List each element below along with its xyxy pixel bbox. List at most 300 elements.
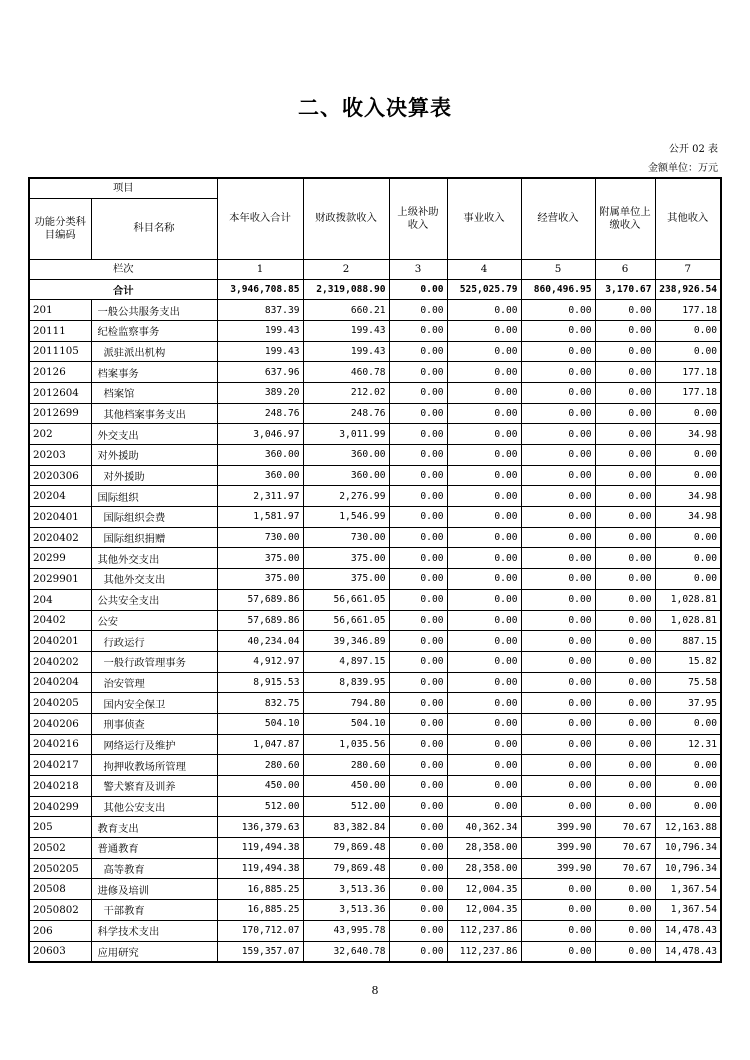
row-value: 177.18	[655, 300, 721, 321]
row-name: 其他档案事务支出	[91, 403, 217, 424]
row-value: 159,357.07	[217, 941, 303, 962]
row-value: 512.00	[217, 796, 303, 817]
row-value: 212.02	[303, 382, 389, 403]
row-value: 0.00	[389, 920, 447, 941]
row-name: 治安管理	[91, 672, 217, 693]
row-value: 10,796.34	[655, 858, 721, 879]
row-value: 0.00	[521, 569, 595, 590]
table-row	[29, 527, 721, 548]
row-name: 派驻派出机构	[91, 341, 217, 362]
row-name: 行政运行	[91, 631, 217, 652]
table-row	[29, 858, 721, 879]
page-title: 二、收入决算表	[298, 96, 452, 120]
row-value: 2,311.97	[217, 486, 303, 507]
row-value: 0.00	[655, 403, 721, 424]
row-value: 375.00	[303, 548, 389, 569]
row-value: 504.10	[303, 713, 389, 734]
row-value: 10,796.34	[655, 838, 721, 859]
row-value: 57,689.86	[217, 610, 303, 631]
row-value: 0.00	[389, 651, 447, 672]
row-code: 20299	[29, 548, 91, 569]
row-name: 刑事侦查	[91, 713, 217, 734]
row-value: 0.00	[655, 445, 721, 466]
row-value: 399.90	[521, 838, 595, 859]
row-value: 79,869.48	[303, 858, 389, 879]
row-value: 112,237.86	[447, 920, 521, 941]
row-value: 0.00	[595, 527, 655, 548]
row-value: 0.00	[447, 403, 521, 424]
row-value: 0.00	[389, 817, 447, 838]
row-value: 0.00	[521, 362, 595, 383]
table-row	[29, 320, 721, 341]
row-value: 389.20	[217, 382, 303, 403]
row-value: 1,581.97	[217, 507, 303, 528]
total-label: 合计	[29, 279, 217, 300]
row-value: 32,640.78	[303, 941, 389, 962]
row-name: 科学技术支出	[91, 920, 217, 941]
row-value: 37.95	[655, 693, 721, 714]
row-value: 0.00	[447, 341, 521, 362]
row-value: 1,367.54	[655, 879, 721, 900]
row-value: 0.00	[447, 362, 521, 383]
row-value: 0.00	[447, 445, 521, 466]
row-value: 0.00	[521, 631, 595, 652]
row-code: 205	[29, 817, 91, 838]
table-row	[29, 941, 721, 962]
row-value: 0.00	[447, 796, 521, 817]
row-value: 399.90	[521, 858, 595, 879]
row-value: 375.00	[303, 569, 389, 590]
row-value: 0.00	[595, 941, 655, 962]
row-value: 0.00	[389, 424, 447, 445]
row-value: 0.00	[521, 548, 595, 569]
row-value: 0.00	[389, 776, 447, 797]
row-value: 1,028.81	[655, 589, 721, 610]
row-value: 0.00	[655, 796, 721, 817]
row-value: 34.98	[655, 507, 721, 528]
row-code: 20203	[29, 445, 91, 466]
row-value: 0.00	[595, 424, 655, 445]
table-row	[29, 900, 721, 921]
header-col4: 事业收入	[447, 178, 521, 259]
row-name: 普通教育	[91, 838, 217, 859]
row-value: 0.00	[595, 300, 655, 321]
row-value: 0.00	[521, 796, 595, 817]
row-name: 对外援助	[91, 465, 217, 486]
row-value: 119,494.38	[217, 858, 303, 879]
row-value: 360.00	[303, 445, 389, 466]
row-value: 794.80	[303, 693, 389, 714]
row-value: 0.00	[595, 610, 655, 631]
row-value: 0.00	[521, 424, 595, 445]
row-name: 公共安全支出	[91, 589, 217, 610]
total-value: 2,319,088.90	[303, 279, 389, 300]
row-value: 0.00	[447, 507, 521, 528]
row-code: 2050802	[29, 900, 91, 921]
row-value: 0.00	[389, 486, 447, 507]
row-value: 450.00	[217, 776, 303, 797]
row-value: 0.00	[655, 341, 721, 362]
row-value: 0.00	[521, 941, 595, 962]
row-value: 0.00	[595, 382, 655, 403]
header-row-label: 栏次	[29, 259, 217, 279]
row-value: 0.00	[521, 610, 595, 631]
table-row	[29, 817, 721, 838]
row-value: 375.00	[217, 548, 303, 569]
row-value: 0.00	[447, 589, 521, 610]
row-value: 136,379.63	[217, 817, 303, 838]
row-value: 1,367.54	[655, 900, 721, 921]
row-value: 0.00	[521, 320, 595, 341]
row-value: 248.76	[303, 403, 389, 424]
row-value: 0.00	[595, 341, 655, 362]
row-value: 0.00	[447, 548, 521, 569]
total-value: 525,025.79	[447, 279, 521, 300]
row-value: 0.00	[389, 941, 447, 962]
row-value: 0.00	[389, 569, 447, 590]
row-code: 20603	[29, 941, 91, 962]
row-value: 0.00	[521, 465, 595, 486]
row-value: 199.43	[303, 320, 389, 341]
row-value: 0.00	[595, 920, 655, 941]
row-name: 档案事务	[91, 362, 217, 383]
row-value: 3,513.36	[303, 900, 389, 921]
row-value: 0.00	[655, 713, 721, 734]
table-row	[29, 569, 721, 590]
row-value: 0.00	[521, 672, 595, 693]
row-name: 外交支出	[91, 424, 217, 445]
row-value: 460.78	[303, 362, 389, 383]
row-value: 0.00	[389, 589, 447, 610]
row-name: 应用研究	[91, 941, 217, 962]
row-name: 档案馆	[91, 382, 217, 403]
row-code: 2040217	[29, 755, 91, 776]
row-value: 12,004.35	[447, 900, 521, 921]
table-row	[29, 403, 721, 424]
row-value: 28,358.00	[447, 858, 521, 879]
row-value: 0.00	[389, 610, 447, 631]
row-value: 0.00	[655, 569, 721, 590]
header-col6: 附属单位上缴收入	[595, 178, 655, 259]
row-name: 其他外交支出	[91, 548, 217, 569]
row-code: 20204	[29, 486, 91, 507]
row-value: 1,028.81	[655, 610, 721, 631]
row-value: 0.00	[447, 631, 521, 652]
page-number: 8	[371, 984, 379, 997]
header-col1: 本年收入合计	[217, 178, 303, 259]
table-row	[29, 776, 721, 797]
row-value: 57,689.86	[217, 589, 303, 610]
row-value: 0.00	[447, 382, 521, 403]
row-value: 0.00	[389, 507, 447, 528]
row-value: 199.43	[217, 320, 303, 341]
row-value: 0.00	[447, 755, 521, 776]
row-code: 2040204	[29, 672, 91, 693]
row-name: 警犬繁育及训养	[91, 776, 217, 797]
row-value: 34.98	[655, 486, 721, 507]
row-value: 0.00	[447, 672, 521, 693]
table-row	[29, 796, 721, 817]
row-value: 0.00	[595, 445, 655, 466]
row-value: 0.00	[447, 465, 521, 486]
row-value: 28,358.00	[447, 838, 521, 859]
row-value: 730.00	[217, 527, 303, 548]
row-code: 202	[29, 424, 91, 445]
table-row	[29, 300, 721, 321]
row-code: 20126	[29, 362, 91, 383]
col-number: 3	[389, 259, 447, 279]
row-value: 0.00	[521, 507, 595, 528]
row-value: 0.00	[389, 693, 447, 714]
row-code: 2050205	[29, 858, 91, 879]
row-code: 206	[29, 920, 91, 941]
row-value: 280.60	[217, 755, 303, 776]
row-name: 网络运行及维护	[91, 734, 217, 755]
row-code: 2040202	[29, 651, 91, 672]
row-value: 730.00	[303, 527, 389, 548]
row-value: 0.00	[595, 465, 655, 486]
row-code: 201	[29, 300, 91, 321]
row-value: 280.60	[303, 755, 389, 776]
header-name: 科目名称	[91, 198, 217, 259]
row-value: 0.00	[389, 713, 447, 734]
row-value: 0.00	[447, 424, 521, 445]
row-value: 0.00	[655, 776, 721, 797]
row-value: 0.00	[447, 713, 521, 734]
table-row	[29, 548, 721, 569]
row-value: 0.00	[521, 734, 595, 755]
table-row	[29, 610, 721, 631]
row-value: 1,546.99	[303, 507, 389, 528]
total-value: 3,946,708.85	[217, 279, 303, 300]
row-value: 0.00	[655, 320, 721, 341]
row-value: 112,237.86	[447, 941, 521, 962]
header-col3: 上级补助收入	[389, 178, 447, 259]
row-value: 0.00	[389, 403, 447, 424]
row-value: 0.00	[595, 486, 655, 507]
row-code: 20402	[29, 610, 91, 631]
row-value: 4,912.97	[217, 651, 303, 672]
row-code: 2040205	[29, 693, 91, 714]
row-value: 0.00	[521, 341, 595, 362]
row-code: 2040216	[29, 734, 91, 755]
row-value: 3,046.97	[217, 424, 303, 445]
total-value: 860,496.95	[521, 279, 595, 300]
amount-unit: 金额单位：万元	[648, 163, 718, 174]
row-value: 0.00	[521, 713, 595, 734]
row-value: 177.18	[655, 382, 721, 403]
row-value: 0.00	[521, 693, 595, 714]
row-value: 8,915.53	[217, 672, 303, 693]
row-value: 0.00	[389, 838, 447, 859]
row-value: 0.00	[595, 693, 655, 714]
total-value: 3,170.67	[595, 279, 655, 300]
row-value: 0.00	[595, 362, 655, 383]
row-name: 对外援助	[91, 445, 217, 466]
row-value: 0.00	[521, 755, 595, 776]
row-value: 0.00	[521, 920, 595, 941]
row-value: 360.00	[217, 445, 303, 466]
row-value: 0.00	[595, 900, 655, 921]
row-code: 2020306	[29, 465, 91, 486]
row-value: 0.00	[389, 755, 447, 776]
row-code: 2012604	[29, 382, 91, 403]
row-value: 0.00	[521, 300, 595, 321]
total-row	[29, 279, 721, 300]
row-code: 2011105	[29, 341, 91, 362]
row-code: 20502	[29, 838, 91, 859]
table-row	[29, 672, 721, 693]
row-code: 20111	[29, 320, 91, 341]
row-value: 56,661.05	[303, 610, 389, 631]
row-value: 660.21	[303, 300, 389, 321]
row-value: 0.00	[521, 382, 595, 403]
row-value: 504.10	[217, 713, 303, 734]
row-value: 177.18	[655, 362, 721, 383]
header-code: 功能分类科目编码	[29, 198, 91, 259]
table-row	[29, 445, 721, 466]
row-code: 2040299	[29, 796, 91, 817]
row-value: 375.00	[217, 569, 303, 590]
row-value: 0.00	[447, 776, 521, 797]
row-value: 0.00	[447, 300, 521, 321]
row-value: 0.00	[595, 713, 655, 734]
row-value: 0.00	[447, 734, 521, 755]
row-value: 0.00	[389, 858, 447, 879]
row-value: 119,494.38	[217, 838, 303, 859]
row-value: 0.00	[595, 672, 655, 693]
table-row	[29, 734, 721, 755]
table-row	[29, 713, 721, 734]
row-value: 0.00	[447, 486, 521, 507]
table-row	[29, 879, 721, 900]
row-value: 0.00	[595, 548, 655, 569]
row-value: 0.00	[595, 569, 655, 590]
row-value: 0.00	[447, 320, 521, 341]
header-col5: 经营收入	[521, 178, 595, 259]
row-value: 0.00	[521, 445, 595, 466]
row-value: 75.58	[655, 672, 721, 693]
row-name: 国际组织	[91, 486, 217, 507]
row-value: 0.00	[595, 403, 655, 424]
header-col2: 财政拨款收入	[303, 178, 389, 259]
row-name: 国际组织会费	[91, 507, 217, 528]
header-col7: 其他收入	[655, 178, 721, 259]
row-value: 0.00	[447, 569, 521, 590]
row-value: 0.00	[655, 548, 721, 569]
row-value: 248.76	[217, 403, 303, 424]
row-name: 纪检监察事务	[91, 320, 217, 341]
row-name: 公安	[91, 610, 217, 631]
row-value: 0.00	[389, 445, 447, 466]
row-value: 0.00	[655, 465, 721, 486]
col-number: 2	[303, 259, 389, 279]
row-value: 70.67	[595, 858, 655, 879]
row-name: 其他外交支出	[91, 569, 217, 590]
row-value: 0.00	[447, 693, 521, 714]
col-number: 7	[655, 259, 721, 279]
row-value: 0.00	[595, 320, 655, 341]
row-value: 0.00	[521, 879, 595, 900]
row-value: 16,885.25	[217, 900, 303, 921]
row-value: 79,869.48	[303, 838, 389, 859]
table-code: 公开 02 表	[668, 144, 718, 155]
row-name: 其他公安支出	[91, 796, 217, 817]
row-value: 199.43	[217, 341, 303, 362]
row-value: 450.00	[303, 776, 389, 797]
row-value: 837.39	[217, 300, 303, 321]
row-value: 0.00	[389, 382, 447, 403]
row-value: 0.00	[447, 651, 521, 672]
row-value: 0.00	[389, 879, 447, 900]
row-value: 2,276.99	[303, 486, 389, 507]
row-value: 0.00	[521, 776, 595, 797]
row-code: 2040206	[29, 713, 91, 734]
row-value: 12.31	[655, 734, 721, 755]
income-statement-table	[28, 177, 722, 963]
row-value: 512.00	[303, 796, 389, 817]
table-row	[29, 465, 721, 486]
table-row	[29, 920, 721, 941]
row-value: 70.67	[595, 817, 655, 838]
row-value: 0.00	[595, 755, 655, 776]
row-value: 3,011.99	[303, 424, 389, 445]
row-value: 12,004.35	[447, 879, 521, 900]
table-row	[29, 362, 721, 383]
table-row	[29, 507, 721, 528]
row-name: 进修及培训	[91, 879, 217, 900]
row-value: 0.00	[389, 320, 447, 341]
row-value: 199.43	[303, 341, 389, 362]
col-number: 5	[521, 259, 595, 279]
total-value: 0.00	[389, 279, 447, 300]
row-value: 0.00	[521, 589, 595, 610]
row-value: 0.00	[595, 734, 655, 755]
row-name: 一般公共服务支出	[91, 300, 217, 321]
col-number: 1	[217, 259, 303, 279]
row-code: 2029901	[29, 569, 91, 590]
row-value: 0.00	[655, 755, 721, 776]
col-number: 6	[595, 259, 655, 279]
row-value: 0.00	[595, 776, 655, 797]
row-name: 国际组织捐赠	[91, 527, 217, 548]
row-value: 83,382.84	[303, 817, 389, 838]
row-value: 360.00	[217, 465, 303, 486]
row-value: 40,362.34	[447, 817, 521, 838]
row-value: 360.00	[303, 465, 389, 486]
row-code: 20508	[29, 879, 91, 900]
row-code: 204	[29, 589, 91, 610]
row-value: 0.00	[389, 900, 447, 921]
row-value: 43,995.78	[303, 920, 389, 941]
row-value: 0.00	[389, 300, 447, 321]
row-code: 2040201	[29, 631, 91, 652]
row-value: 0.00	[655, 527, 721, 548]
table-row	[29, 651, 721, 672]
row-value: 0.00	[447, 610, 521, 631]
row-value: 0.00	[447, 527, 521, 548]
col-number: 4	[447, 259, 521, 279]
row-value: 70.67	[595, 838, 655, 859]
row-value: 16,885.25	[217, 879, 303, 900]
row-value: 170,712.07	[217, 920, 303, 941]
row-code: 2040218	[29, 776, 91, 797]
header-item: 项目	[29, 178, 217, 198]
row-value: 0.00	[389, 527, 447, 548]
row-value: 14,478.43	[655, 941, 721, 962]
row-value: 0.00	[521, 403, 595, 424]
table-row	[29, 486, 721, 507]
